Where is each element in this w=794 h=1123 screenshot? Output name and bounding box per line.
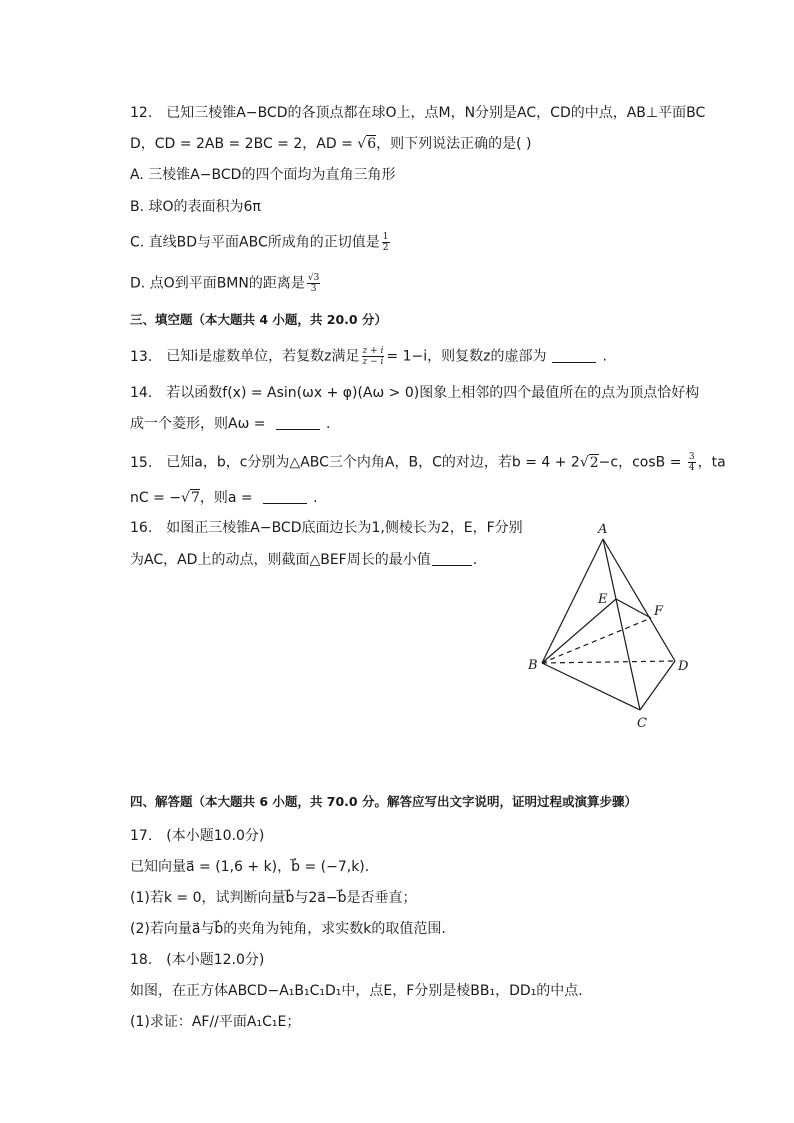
q18-score: (本小题12.0分) [166,952,265,968]
q14-end: . [325,416,331,432]
q12-option-c-text: C. 直线BD与平面ABC所成角的正切值是 [130,234,380,251]
q12-option-c-num: 1 [382,232,389,242]
q13-frac-den: z − i [362,357,384,367]
q18-part1: (1)求证：AF//平面A₁C₁E； [130,1014,301,1030]
q12-root: 6 [367,136,377,152]
q13-text: 已知i是虚数单位，若复数z满足 [166,348,360,365]
q17-number: 17. [130,828,153,844]
q13-number: 13. [130,348,153,365]
label-c: C [637,716,647,730]
tetrahedron-figure [520,515,720,730]
q16-end: . [472,552,478,568]
q12-option-c [130,232,392,253]
section-4-heading: 四、解答题（本大题共 6 小题，共 70.0 分。解答应写出文字说明，证明过程或演算步骤） [130,794,637,809]
q14-line2-text: 成一个菱形，则Aω = [130,416,270,432]
q12-option-d-num: √3 [307,273,320,283]
q14-line2 [130,414,330,434]
q18-number: 18. [130,952,153,968]
q13 [130,346,607,367]
q15-line2-mid: ，则a = [199,490,258,506]
q15-frac-num: 3 [688,452,695,462]
q14-answer-blank[interactable] [276,429,320,430]
q15-line1: 15. 已知a，b，c分别为△ABC三个内角A，B，C的对边，若b = 4 + 2√2−c，cosB = $\frac{3}{4}$ ，ta [130,452,726,473]
q12-line1 [130,103,705,123]
q12-option-d-text: D. 点O到平面BMN的距离是 [130,275,305,292]
label-b: B [528,658,538,673]
q15-line1-end: ，ta [697,454,726,471]
edge-bd-hidden [542,661,675,663]
edge-ef [616,599,651,618]
q13-text-mid: = 1−i，则复数z的虚部为 [386,348,547,365]
q15-end: . [313,490,318,506]
q12-line2-end: ，则下列说法正确的是( ) [376,136,532,152]
q12-option-d-den: 3 [310,284,317,294]
q12-option-a: A. 三棱锥A−BCD的四个面均为直角三角形 [130,167,396,183]
q15-text: 已知a，b，c分别为△ABC三个内角A，B，C的对边，若b = 4 + 2 [166,454,580,471]
q15-answer-blank[interactable] [263,503,307,504]
section-3-heading: 三、填空题（本大题共 4 小题，共 20.0 分） [130,312,387,327]
q17-header [130,826,264,846]
q15-root2: 7 [190,490,200,506]
q16-number: 16. [130,520,153,536]
q14-line1 [130,383,699,403]
q16-stem: 如图正三棱锥A−BCD底面边长为1,侧棱长为2，E，F分别 [166,520,523,536]
q15-line2: nC = −√7，则a = . [130,490,318,506]
q12-option-b: B. 球O的表面积为6π [130,199,261,215]
q12-line2-text: D，CD = 2AB = 2BC = 2，AD = [130,136,358,152]
q15-frac-den: 4 [688,463,695,473]
label-d: D [678,659,689,674]
edge-bf-hidden [542,618,651,663]
q12-line2: D，CD = 2AB = 2BC = 2，AD = √6，则下列说法正确的是( ) [130,136,532,152]
edge-bc [542,663,640,710]
q16-line1 [130,518,523,538]
q17-part1: (1)若k = 0，试判断向量b⃗与2a⃗−b⃗是否垂直； [130,890,417,906]
edge-ad [603,539,675,661]
q12-number: 12. [130,105,153,121]
q17-score: (本小题10.0分) [166,828,265,844]
q15-root1: 2 [589,454,599,471]
q13-end: . [602,348,607,365]
q15-number: 15. [130,454,153,471]
q18-stem: 如图，在正方体ABCD−A₁B₁C₁D₁中，点E，F分别是棱BB₁，DD₁的中点. [130,983,583,999]
q12-option-d [130,273,322,294]
q18-header [130,950,264,970]
q14-number: 14. [130,385,153,401]
q16-answer-blank[interactable] [432,565,472,566]
edge-be [542,599,616,663]
q13-answer-blank[interactable] [552,362,596,363]
q15-text-mid: −c，cosB = [598,454,686,471]
q17-stem: 已知向量a⃗ = (1,6 + k)，b⃗ = (−7,k). [130,859,370,875]
q16-line2 [130,550,477,570]
label-a: A [598,522,608,537]
label-e: E [598,592,608,607]
q13-frac-num: z + i [362,346,384,356]
q16-line2-text: 为AC，AD上的动点，则截面△BEF周长的最小值 [130,552,431,568]
edge-cd [640,661,675,710]
label-f: F [654,604,664,619]
q15-line2-text: nC = − [130,490,182,506]
q12-stem: 已知三棱锥A−BCD的各顶点都在球O上，点M，N分别是AC，CD的中点，AB⊥平面BC [166,105,706,121]
q17-part2: (2)若向量a⃗与b⃗的夹角为钝角，求实数k的取值范围. [130,921,446,937]
q12-option-c-den: 2 [382,243,389,253]
q14-stem: 若以函数f(x) = Asin(ωx + φ)(Aω > 0)图象上相邻的四个最值所在的点为顶点恰好构 [166,385,700,401]
edge-ab [542,539,603,663]
